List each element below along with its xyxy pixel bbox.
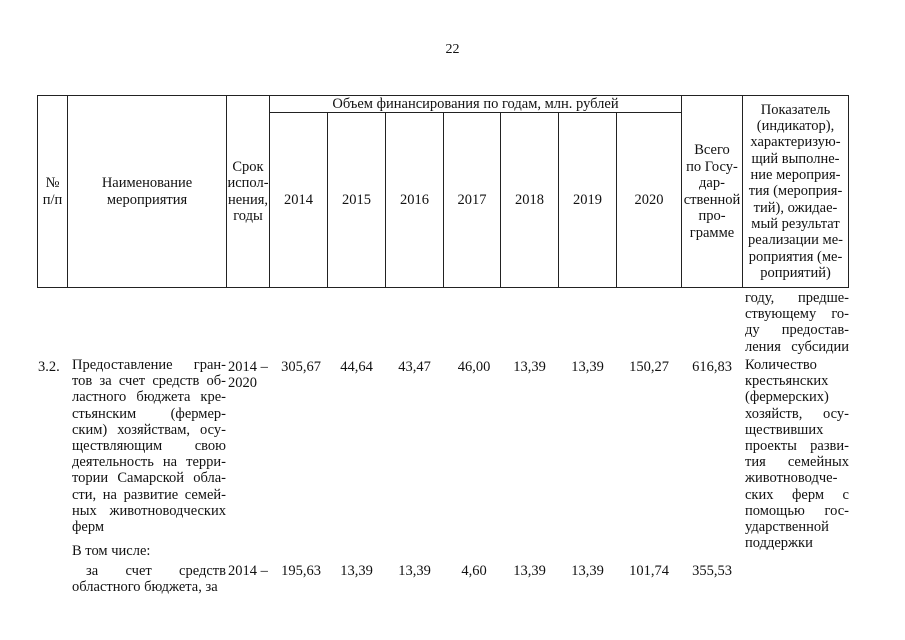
row-name-line: ластного бюджета кре- [72, 389, 226, 406]
indicator-carryover-line: ления субсидии [745, 338, 849, 355]
row-name-line: Предоставление гран- [72, 357, 226, 373]
row-name-line: ским) хозяйствам, осу- [72, 421, 226, 438]
subrow-name-line: за счет средств [86, 563, 226, 579]
value-2018: 13,39 [513, 359, 546, 375]
row-name [72, 357, 226, 535]
subvalue-2014: 195,63 [281, 563, 321, 579]
row-indicator-line: поддержки [745, 535, 813, 552]
header-year-2014: 2014 [284, 191, 313, 208]
row-indicator-line: ударственной [745, 519, 829, 536]
value-2015: 44,64 [340, 359, 373, 375]
subvalue-total: 355,53 [692, 563, 732, 579]
value-2016: 43,47 [398, 359, 431, 375]
row-name-line: ферм [72, 519, 105, 536]
row-name-line: ных животноводческих [72, 502, 226, 519]
indicator-carryover-line: году, предше- [745, 290, 849, 306]
header-year-2020: 2020 [634, 191, 664, 208]
row-indicator-line: помощью гос- [745, 502, 849, 519]
value-total: 616,83 [692, 359, 732, 375]
subrow-term [228, 563, 273, 579]
row-term-line: 2020 [228, 375, 257, 392]
row-name-line: сти, на развитие семей- [72, 486, 226, 503]
row-indicator-line: Количество [745, 357, 817, 373]
row-indicator-line: крестьянских [745, 373, 829, 390]
row-indicator-line: животноводче- [745, 470, 838, 487]
header-term: Срок испол- нения, годы [227, 158, 269, 224]
subvalue-2017: 4,60 [461, 563, 487, 579]
row-name-line: тории Самарской обла- [72, 470, 226, 487]
indicator-carryover-line: ду предостав- [745, 322, 849, 339]
row-name-line: ществляющим свою [72, 438, 226, 455]
subvalue-2015: 13,39 [340, 563, 373, 579]
header-year-2018: 2018 [515, 191, 544, 208]
row-name-line: тов за счет средств об- [72, 373, 226, 390]
subvalue-2020: 101,74 [629, 563, 669, 579]
row-indicator-line: проекты разви- [745, 438, 849, 455]
row-indicator-line: ских ферм с [745, 486, 849, 503]
subrow-name-line: областного бюджета, за [72, 579, 218, 596]
header-year-2017: 2017 [457, 191, 487, 208]
value-2019: 13,39 [571, 359, 604, 375]
value-2020: 150,27 [629, 359, 669, 375]
header-indicator: Показатель (индикатор), характеризую- щий выполне- ние мероприя- тия (мероприя- тий), ожидае- мый результат реализации ме- роприятия (ме- роприятий) [748, 101, 843, 281]
header-total: Всего по Госу- дар- ственной про- грамме [683, 142, 741, 241]
header-year-2016: 2016 [400, 191, 429, 208]
header-num: № п/п [42, 175, 63, 208]
page-number: 22 [445, 42, 460, 57]
header-financing: Объем финансирования по годам, млн. рублей [332, 95, 619, 112]
row-term-line: 2014 – [228, 359, 268, 375]
row-name-line: стьянским (фермер- [72, 405, 226, 422]
subrow-term-line: 2014 – [228, 563, 268, 579]
row-number: 3.2. [38, 359, 60, 375]
subrow-name [72, 563, 226, 595]
subvalue-2018: 13,39 [513, 563, 546, 579]
row-indicator-line: ществивших [745, 421, 824, 438]
row-indicator [745, 357, 849, 551]
value-2014: 305,67 [281, 359, 321, 375]
subheading: В том числе: [72, 543, 151, 559]
subvalue-2016: 13,39 [398, 563, 431, 579]
subvalue-2019: 13,39 [571, 563, 604, 579]
row-indicator-line: (фермерских) [745, 389, 829, 406]
header-year-2015: 2015 [342, 191, 371, 208]
header-year-2019: 2019 [573, 191, 602, 208]
header-name: Наименование мероприятия [101, 175, 193, 208]
indicator-carryover [745, 290, 849, 355]
row-name-line: деятельность на терри- [72, 454, 226, 471]
row-term [228, 359, 273, 391]
indicator-carryover-line: ствующему го- [745, 306, 849, 323]
row-indicator-line: тия семейных [745, 454, 849, 471]
value-2017: 46,00 [457, 359, 491, 375]
row-indicator-line: хозяйств, осу- [745, 405, 849, 422]
